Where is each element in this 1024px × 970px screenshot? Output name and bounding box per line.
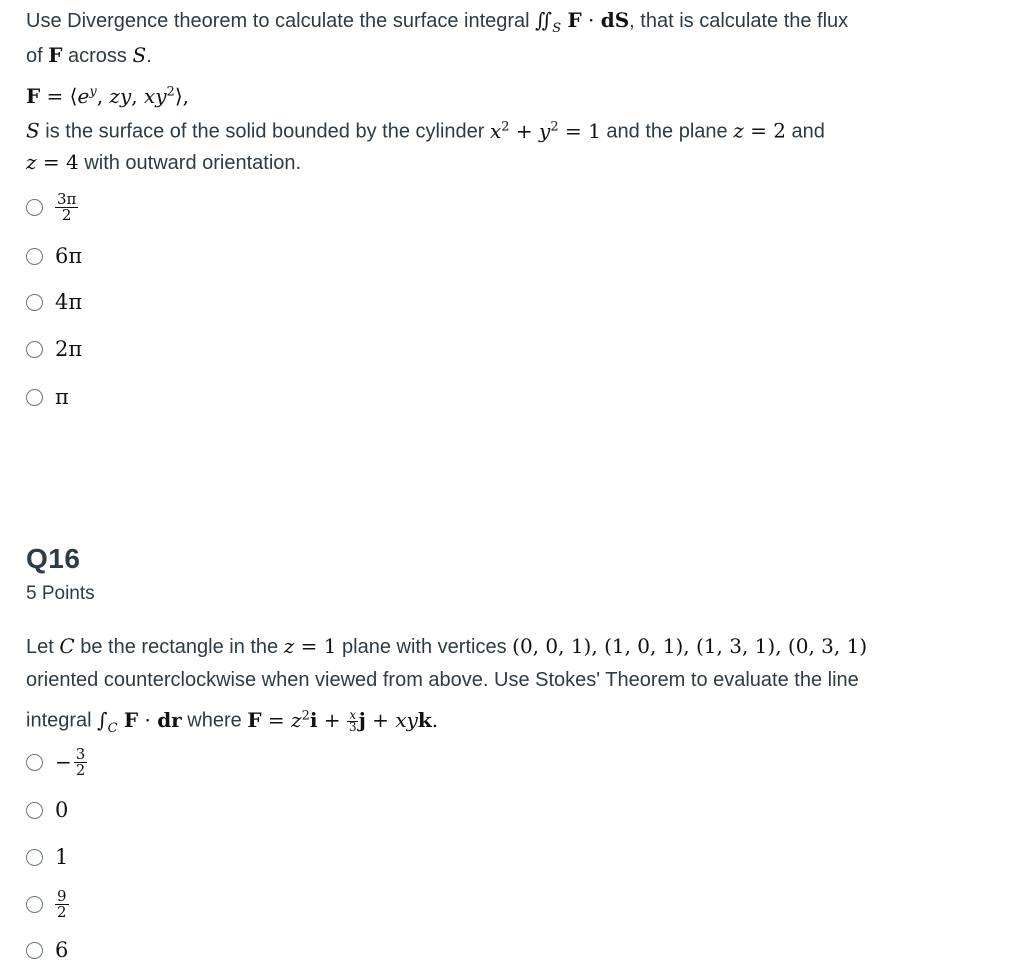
q16-option-9-over-2[interactable] — [26, 884, 69, 924]
q16-option-0[interactable] — [26, 790, 68, 830]
option-fraction: $\frac{9}{2}$ — [57, 886, 67, 921]
option-label: 1 — [55, 845, 69, 869]
radio-button[interactable] — [26, 341, 43, 358]
radio-button[interactable] — [26, 802, 43, 819]
radio-button[interactable] — [26, 248, 43, 265]
vector-field-F: F — [48, 43, 63, 67]
vertices-list: (0, 0, 1), (1, 0, 1), (1, 3, 1), (0, 3, 1) — [512, 634, 868, 658]
plane-z2: z = 2 — [733, 118, 786, 143]
q15-line-5 — [26, 148, 301, 177]
q15-line-2: of F across S. — [26, 43, 152, 67]
q15-text-1a: Use Divergence theorem to calculate the surface integral — [26, 10, 530, 32]
question-title: Q16 — [26, 543, 81, 574]
surface-integral-expr: $∬_S$ F · dS — [535, 8, 630, 36]
q15-text-4b: and the plane — [606, 120, 728, 143]
q15-text-4c: and — [791, 120, 825, 143]
q16-text-1c: plane with vertices — [342, 636, 507, 658]
q15-option-4pi[interactable] — [26, 282, 82, 322]
q15-option-2pi[interactable] — [26, 329, 82, 369]
q16-option-neg-3-over-2[interactable]: − $\frac{3}{2}$ — [26, 742, 87, 782]
question-points: 5 Points — [26, 583, 95, 604]
plane-z4: z = 4 — [26, 150, 79, 174]
q15-option-3pi-over-2[interactable] — [26, 187, 78, 227]
option-label: 2π — [55, 337, 83, 361]
q16-line-1: Let C be the rectangle in the z = 1 plane with vertices (0, 0, 1), (1, 0, 1), (1, 3, 1), (0, 3, 1) — [26, 634, 868, 658]
field-definition-q16: $F = z^2i$ + $\frac{x}{3}$ j + xyk. — [247, 707, 439, 734]
option-label: π — [55, 385, 69, 409]
q16-line-2: oriented counterclockwise when viewed from above. Use Stokes' Theorem to evaluate the line — [26, 669, 859, 691]
cylinder-equation: $x^2 + y^2 = 1$ — [490, 118, 601, 143]
q15-line-4: S is the surface of the solid bounded by the cylinder $x^2 + y^2 = 1$ and the plane z = 2 and — [26, 118, 825, 143]
q15-field-definition: $F = ⟨e^y$, zy, $xy^2⟩$, — [26, 83, 189, 108]
surface-S: S — [132, 43, 147, 67]
q16-text-3b: where — [187, 709, 242, 732]
q16-line-3 — [26, 702, 438, 743]
q16-text-3a: integral — [26, 709, 92, 732]
option-label: 6 — [55, 938, 69, 962]
radio-button[interactable] — [26, 199, 43, 216]
option-label: 4π — [55, 290, 83, 314]
q15-line-1 — [26, 6, 848, 43]
radio-button[interactable] — [26, 389, 43, 406]
q15-option-pi[interactable] — [26, 377, 69, 417]
option-fraction: $\frac{3\pi}{2}$ — [57, 189, 77, 224]
q16-text-1b: be the rectangle in the — [80, 636, 279, 658]
q16-option-6[interactable] — [26, 930, 68, 970]
q15-text-1b: , that is calculate the flux — [629, 10, 849, 32]
radio-button[interactable] — [26, 754, 43, 771]
radio-button[interactable] — [26, 896, 43, 913]
radio-button[interactable] — [26, 942, 43, 959]
q15-text-4a: is the surface of the solid bounded by the cylinder — [45, 120, 485, 143]
q15-option-6pi[interactable] — [26, 236, 82, 276]
q16-text-1a: Let — [26, 636, 54, 658]
q16-option-1[interactable] — [26, 837, 68, 877]
q15-text-2a: of — [26, 45, 43, 67]
plane-z1: z = 1 — [283, 634, 337, 658]
q15-text-5a: with outward orientation. — [84, 152, 302, 174]
line-integral-expr: $\int_C$ F · dr — [97, 707, 182, 736]
radio-button[interactable] — [26, 849, 43, 866]
q15-text-2b: across — [68, 45, 127, 67]
option-label: 6π — [55, 244, 83, 268]
radio-button[interactable] — [26, 294, 43, 311]
option-fraction: $\frac{3}{2}$ — [75, 744, 86, 779]
option-label: 0 — [55, 798, 69, 822]
